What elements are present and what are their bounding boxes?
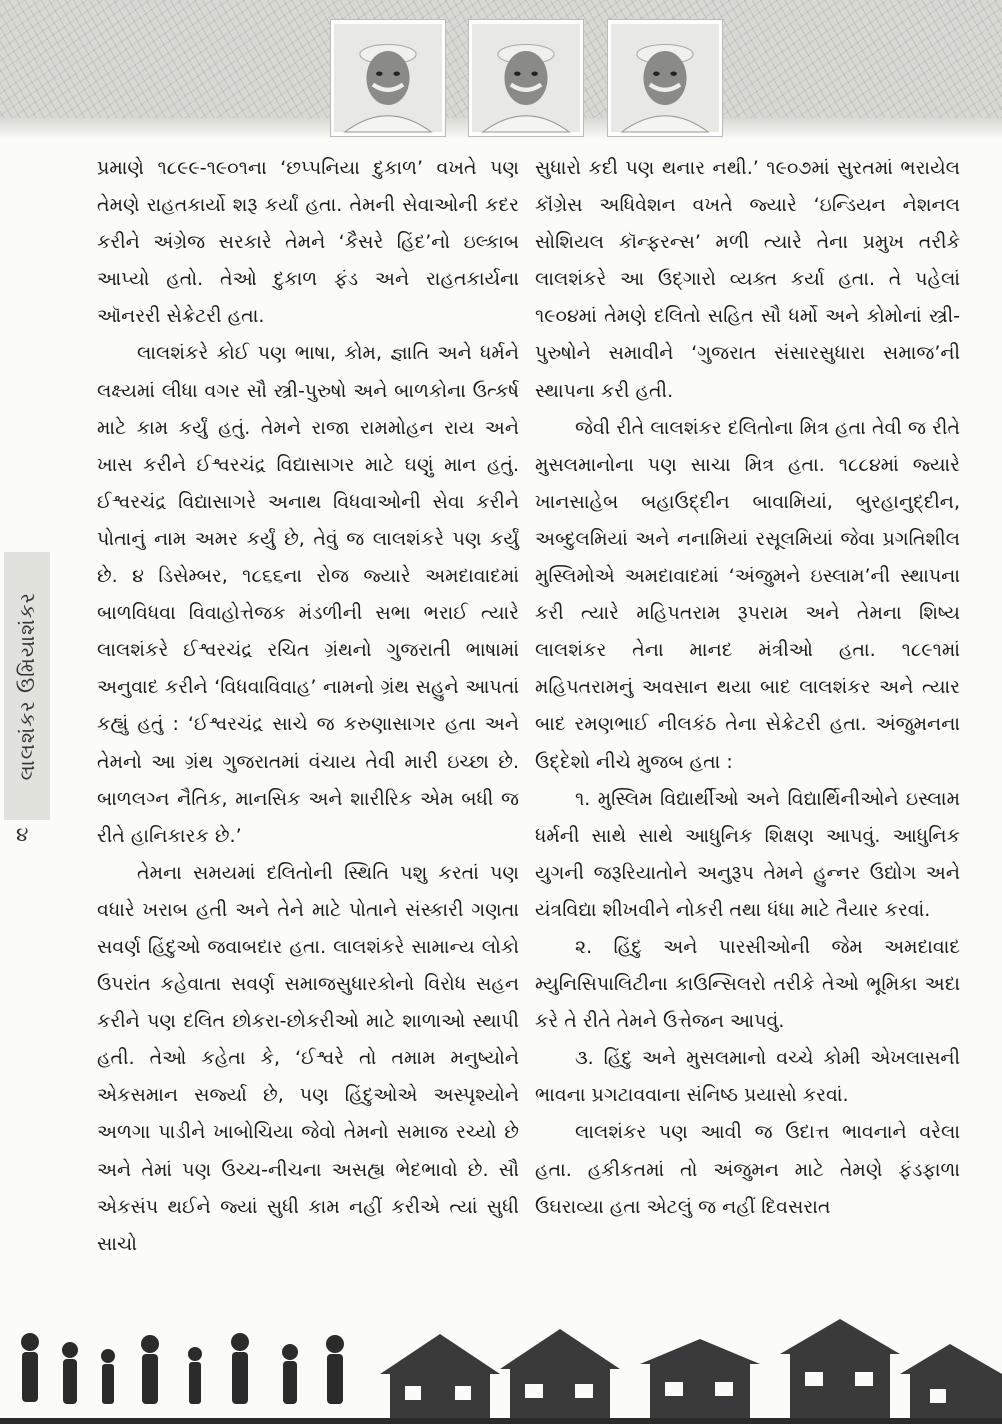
side-running-title-text: લાલશંકર ઉમિયાશંકર <box>15 591 39 781</box>
paragraph: લાલશંકરે કોઈ પણ ભાષા, કોમ, જ્ઞાતિ અને ધર્મને લક્ષ્યમાં લીધા વગર સૌ સ્ત્રી-પુરુષો અને બાળકોના ઉત્કર્ષ માટે કામ કર્યું હતું. તેમને રાજા રામમોહન રાય અને ખાસ કરીને ઈશ્વરચંદ્ર વિદ્યાસાગર માટે ઘણું માન હતું. ઈશ્વરચંદ્ર વિદ્યાસાગરે અનાથ વિધવાઓની સેવા કરીને પોતાનું નામ અમર કર્યું છે, તેવું જ લાલશંકરે પણ કર્યું છે. ૪ ડિસેમ્બર, ૧૮૬૬ના રોજ જ્યારે અમદાવાદમાં બાળવિધવા વિવાહોત્તેજક મંડળીની સભા ભરાઈ ત્યારે લાલશંકરે ઈશ્વરચંદ્ર રચિત ગ્રંથનો ગુજરાતી ભાષામાં અનુવાદ કરીને ‘વિધવાવિવાહ’ નામનો ગ્રંથ સહુને આપતાં કહ્યું હતું : ‘ઈશ્વરચંદ્ર સાચે જ કરુણાસાગર હતા અને તેમનો આ ગ્રંથ ગુજરાતમાં વંચાય તેવી મારી ઇચ્છા છે. બાળલગ્ન નૈતિક, માનસિક અને શારીરિક એમ બધી જ રીતે હાનિકારક છે.’ <box>97 342 519 847</box>
paragraph: જેવી રીતે લાલશંકર દલિતોના મિત્ર હતા તેવી જ રીતે મુસલમાનોના પણ સાચા મિત્ર હતા. ૧૮૮૪માં જ્યારે ખાનસાહેબ બહાઉદ્દીન બાવામિયાં, બુરહાનુદ્દીન, અબ્દુલમિયાં અને નનામિયાં રસૂલમિયાં જેવા પ્રગતિશીલ મુસ્લિમોએ અમદાવાદમાં ‘અંજુમને ઇસ્લામ’ની સ્થાપના કરી ત્યારે મહિપતરામ રૂપરામ અને તેમના શિષ્ય લાલશંકર તેના માનદ મંત્રીઓ હતા. ૧૮૯૧માં મહિપતરામનું અવસાન થયા બાદ લાલશંકર અને ત્યાર બાદ રમણભાઈ નીલકંઠ તેના સેક્રેટરી હતા. અંજુમનના ઉદ્દેશો નીચે મુજબ હતા : <box>535 416 960 773</box>
portrait-icon <box>472 23 580 133</box>
paragraph: પ્રમાણે ૧૮૯૯-૧૯૦૧ના ‘છપ્પનિયા દુકાળ’ વખતે પણ તેમણે રાહતકાર્યો શરૂ કર્યાં હતા. તેમની સેવાઓની કદર કરીને અંગ્રેજ સરકારે તેમને ‘કૈસરે હિંદ’નો ઇલ્કાબ આપ્યો હતો. તેઓ દુકાળ ફંડ અને રાહતકાર્યના ઑનરરી સેક્રેટરી હતા. <box>97 157 519 328</box>
portrait-icon <box>334 23 442 133</box>
village-silhouette-icon <box>0 1314 1002 1424</box>
paragraph: લાલશંકર પણ આવી જ ઉદાત્ત ભાવનાને વરેલા હતા. હકીકતમાં તો અંજુમન માટે તેમણે ફંડફાળા ઉઘરાવ્યા હતા એટલું જ નહીં દિવસરાત <box>535 1121 960 1218</box>
portrait-photo-1 <box>331 20 445 136</box>
footer-illustration <box>0 1314 1002 1424</box>
portrait-photo-3 <box>608 20 722 136</box>
paragraph: તેમના સમયમાં દલિતોની સ્થિતિ પશુ કરતાં પણ વધારે ખરાબ હતી અને તેને માટે પોતાને સંસ્કારી ગણતા સવર્ણ હિંદુઓ જવાબદાર હતા. લાલશંકરે સામાન્ય લોકો ઉપરાંત કહેવાતા સવર્ણ સમાજસુધારકોનો વિરોધ સહન કરીને પણ દલિત છોકરા-છોકરીઓ માટે શાળાઓ સ્થાપી હતી. તેઓ કહેતા કે, ‘ઈશ્વરે તો તમામ મનુષ્યોને એકસમાન સર્જ્યા છે, પણ હિંદુઓએ અસ્પૃશ્યોને અળગા પાડીને ખાબોચિયા જેવો તેમનો સમાજ રચ્યો છે અને તેમાં પણ ઉચ્ચ-નીચના અસહ્ય ભેદભાવો છે. સૌ એકસંપ થઈને જ્યાં સુધી કામ નહીં કરીએ ત્યાં સુધી સાચો <box>97 861 519 1255</box>
left-column <box>97 150 519 1263</box>
portrait-icon <box>611 23 719 133</box>
right-column <box>535 150 960 1226</box>
side-running-title <box>4 552 50 820</box>
list-item: ૩. હિંદુ અને મુસલમાનો વચ્ચે કોમી એખલાસની ભાવના પ્રગટાવવાના સંનિષ્ઠ પ્રયાસો કરવાં. <box>535 1047 960 1107</box>
portrait-photo-2 <box>469 20 583 136</box>
list-item: ૨. હિંદુ અને પારસીઓની જેમ અમદાવાદ મ્યુનિસિપાલિટીના કાઉન્સિલરો તરીકે તેઓ ભૂમિકા અદા કરે તે રીતે તેમને ઉત્તેજન આપવું. <box>535 935 960 1033</box>
list-item: ૧. મુસ્લિમ વિદ્યાર્થીઓ અને વિદ્યાર્થિનીઓને ઇસ્લામ ધર્મની સાથે સાથે આધુનિક શિક્ષણ આપવું. આધુનિક યુગની જરૂરિયાતોને અનુરૂપ તેમને હુન્નર ઉદ્યોગ અને યંત્રવિદ્યા શીખવીને નોકરી તથા ધંધા માટે તૈયાર કરવાં. <box>535 787 960 921</box>
paragraph: સુધારો કદી પણ થનાર નથી.’ ૧૯૦૭માં સુરતમાં ભરાયેલ કૉંગ્રેસ અધિવેશન વખતે જ્યારે ‘ઇન્ડિયન નેશનલ સોશિયલ કૉન્ફરન્સ’ મળી ત્યારે તેના પ્રમુખ તરીકે લાલશંકરે આ ઉદ્ગારો વ્યક્ત કર્યા હતા. તે પહેલાં ૧૯૦૪માં તેમણે દલિતો સહિત સૌ ધર્મો અને કોમોનાં સ્ત્રી-પુરુષોને સમાવીને ‘ગુજરાત સંસારસુધારા સમાજ’ની સ્થાપના કરી હતી. <box>535 157 960 402</box>
page-number: ૪ <box>16 822 29 846</box>
